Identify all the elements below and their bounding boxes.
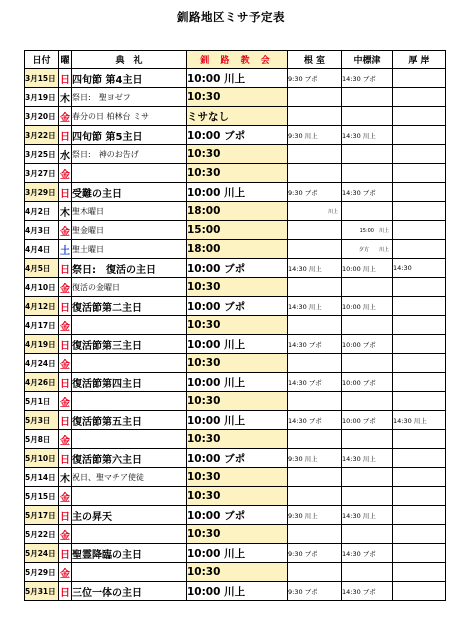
cell-akkeshi	[393, 525, 446, 544]
table-row	[25, 278, 446, 297]
cell-date: 4月24日	[25, 354, 59, 373]
cell-akkeshi: 14:30	[393, 259, 446, 278]
cell-liturgy: 四旬節 第5主日	[72, 126, 187, 145]
cell-liturgy: 受難の主日	[72, 183, 187, 202]
cell-kushiro: 10:00 ブポ	[187, 506, 288, 525]
cell-liturgy	[72, 164, 187, 183]
cell-kushiro: 10:30	[187, 392, 288, 411]
cell-liturgy	[72, 354, 187, 373]
cell-nemuro	[288, 107, 342, 126]
cell-day-of-week: 金	[59, 392, 72, 411]
cell-akkeshi	[393, 544, 446, 563]
cell-nemuro	[288, 316, 342, 335]
cell-liturgy: 春分の日 柏林台 ミサ	[72, 107, 187, 126]
cell-kushiro: 10:30	[187, 487, 288, 506]
cell-nemuro: 14:30 ブポ	[288, 335, 342, 354]
cell-liturgy: 聖土曜日	[72, 240, 187, 259]
cell-day-of-week: 金	[59, 563, 72, 582]
cell-liturgy: 四旬節 第4主日	[72, 69, 187, 88]
cell-nakashibetsu: 14:30 ブポ	[342, 69, 393, 88]
cell-date: 5月10日	[25, 449, 59, 468]
cell-akkeshi	[393, 278, 446, 297]
table-row	[25, 126, 446, 145]
cell-nemuro	[288, 525, 342, 544]
cell-nakashibetsu: 14:30 川上	[342, 506, 393, 525]
cell-akkeshi	[393, 221, 446, 240]
cell-akkeshi	[393, 430, 446, 449]
cell-date: 3月20日	[25, 107, 59, 126]
schedule-body	[25, 69, 446, 601]
cell-nemuro: 9:30 ブポ	[288, 69, 342, 88]
cell-kushiro: 10:30	[187, 88, 288, 107]
cell-nakashibetsu: 14:30 川上	[342, 449, 393, 468]
cell-nemuro	[288, 354, 342, 373]
cell-date: 5月29日	[25, 563, 59, 582]
table-row	[25, 164, 446, 183]
cell-date: 5月17日	[25, 506, 59, 525]
header-nakashibetsu: 中標津	[342, 51, 393, 69]
cell-nakashibetsu: 14:30 ブポ	[342, 582, 393, 601]
table-row	[25, 221, 446, 240]
cell-date: 3月27日	[25, 164, 59, 183]
cell-nemuro	[288, 88, 342, 107]
cell-nakashibetsu	[342, 392, 393, 411]
cell-date: 4月17日	[25, 316, 59, 335]
header-date: 日付	[25, 51, 59, 69]
mass-schedule-table	[24, 50, 446, 601]
cell-nakashibetsu: 10:00 ブポ	[342, 335, 393, 354]
cell-day-of-week: 日	[59, 544, 72, 563]
cell-nakashibetsu	[342, 278, 393, 297]
table-row	[25, 335, 446, 354]
cell-akkeshi: 14:30 川上	[393, 411, 446, 430]
cell-nemuro: 14:30 ブポ	[288, 411, 342, 430]
cell-date: 4月12日	[25, 297, 59, 316]
cell-kushiro: 10:30	[187, 316, 288, 335]
cell-akkeshi	[393, 88, 446, 107]
cell-day-of-week: 金	[59, 430, 72, 449]
cell-akkeshi	[393, 164, 446, 183]
cell-date: 4月5日	[25, 259, 59, 278]
header-row	[25, 51, 446, 69]
cell-day-of-week: 日	[59, 335, 72, 354]
cell-kushiro: 10:30	[187, 563, 288, 582]
cell-akkeshi	[393, 392, 446, 411]
cell-date: 4月26日	[25, 373, 59, 392]
cell-liturgy: 聖金曜日	[72, 221, 187, 240]
cell-akkeshi	[393, 107, 446, 126]
cell-kushiro: 10:30	[187, 354, 288, 373]
cell-akkeshi	[393, 582, 446, 601]
cell-date: 5月15日	[25, 487, 59, 506]
cell-nemuro: 9:30 川上	[288, 126, 342, 145]
cell-nakashibetsu	[342, 107, 393, 126]
cell-nemuro	[288, 430, 342, 449]
cell-liturgy: 復活節第二主日	[72, 297, 187, 316]
table-row	[25, 297, 446, 316]
cell-liturgy: 三位一体の主日	[72, 582, 187, 601]
cell-liturgy	[72, 392, 187, 411]
cell-day-of-week: 土	[59, 240, 72, 259]
cell-day-of-week: 日	[59, 183, 72, 202]
table-row	[25, 506, 446, 525]
cell-kushiro: 10:00 ブポ	[187, 126, 288, 145]
cell-kushiro: 10:00 川上	[187, 373, 288, 392]
cell-kushiro: 10:00 川上	[187, 544, 288, 563]
cell-day-of-week: 日	[59, 449, 72, 468]
cell-nakashibetsu	[342, 354, 393, 373]
cell-kushiro: 15:00	[187, 221, 288, 240]
cell-day-of-week: 日	[59, 69, 72, 88]
cell-nakashibetsu	[342, 430, 393, 449]
cell-liturgy: 主の昇天	[72, 506, 187, 525]
table-row	[25, 544, 446, 563]
cell-akkeshi	[393, 202, 446, 221]
cell-liturgy: 聖霊降臨の主日	[72, 544, 187, 563]
table-row	[25, 69, 446, 88]
cell-nemuro: 14:30 川上	[288, 259, 342, 278]
page-title: 釧路地区ミサ予定表	[177, 10, 285, 24]
cell-nemuro: 9:30 ブポ	[288, 183, 342, 202]
cell-kushiro: 10:30	[187, 430, 288, 449]
cell-day-of-week: 日	[59, 582, 72, 601]
cell-nakashibetsu: 夕方 川上	[342, 240, 393, 259]
table-row	[25, 202, 446, 221]
cell-date: 5月8日	[25, 430, 59, 449]
cell-nakashibetsu: 10:00 ブポ	[342, 411, 393, 430]
cell-akkeshi	[393, 316, 446, 335]
table-row	[25, 468, 446, 487]
cell-kushiro: 10:00 ブポ	[187, 449, 288, 468]
cell-akkeshi	[393, 449, 446, 468]
table-row	[25, 240, 446, 259]
table-row	[25, 316, 446, 335]
cell-date: 5月24日	[25, 544, 59, 563]
cell-nemuro: 9:30 川上	[288, 506, 342, 525]
cell-nakashibetsu	[342, 88, 393, 107]
table-row	[25, 411, 446, 430]
cell-kushiro: 10:00 ブポ	[187, 297, 288, 316]
cell-nakashibetsu: 14:30 ブポ	[342, 544, 393, 563]
cell-nakashibetsu	[342, 563, 393, 582]
cell-nakashibetsu	[342, 487, 393, 506]
cell-day-of-week: 金	[59, 107, 72, 126]
cell-date: 5月31日	[25, 582, 59, 601]
cell-liturgy	[72, 525, 187, 544]
header-kushiro-church: 釧 路 教 会	[187, 51, 288, 69]
table-row	[25, 487, 446, 506]
cell-liturgy	[72, 316, 187, 335]
cell-liturgy: 復活節第四主日	[72, 373, 187, 392]
cell-date: 5月22日	[25, 525, 59, 544]
cell-day-of-week: 木	[59, 468, 72, 487]
cell-day-of-week: 日	[59, 297, 72, 316]
table-row	[25, 354, 446, 373]
cell-nakashibetsu	[342, 525, 393, 544]
cell-nemuro	[288, 278, 342, 297]
cell-akkeshi	[393, 145, 446, 164]
cell-nakashibetsu	[342, 164, 393, 183]
cell-kushiro: 10:30	[187, 164, 288, 183]
cell-date: 4月2日	[25, 202, 59, 221]
table-row	[25, 449, 446, 468]
cell-liturgy	[72, 563, 187, 582]
cell-liturgy	[72, 430, 187, 449]
cell-day-of-week: 木	[59, 202, 72, 221]
cell-nemuro	[288, 221, 342, 240]
table-row	[25, 107, 446, 126]
cell-nemuro	[288, 392, 342, 411]
cell-nemuro	[288, 145, 342, 164]
cell-date: 3月15日	[25, 69, 59, 88]
header-nemuro: 根 室	[288, 51, 342, 69]
cell-date: 4月4日	[25, 240, 59, 259]
cell-kushiro: 10:00 川上	[187, 335, 288, 354]
cell-nakashibetsu: 15:00 川上	[342, 221, 393, 240]
cell-nemuro: 川上	[288, 202, 342, 221]
cell-kushiro: 10:30	[187, 145, 288, 164]
cell-nakashibetsu	[342, 468, 393, 487]
cell-day-of-week: 日	[59, 373, 72, 392]
cell-day-of-week: 金	[59, 278, 72, 297]
cell-nemuro	[288, 563, 342, 582]
cell-day-of-week: 日	[59, 411, 72, 430]
cell-nakashibetsu	[342, 145, 393, 164]
cell-liturgy: 祝日、聖マチア使徒	[72, 468, 187, 487]
table-row	[25, 373, 446, 392]
cell-day-of-week: 水	[59, 145, 72, 164]
cell-akkeshi	[393, 373, 446, 392]
cell-date: 3月29日	[25, 183, 59, 202]
table-row	[25, 563, 446, 582]
cell-akkeshi	[393, 126, 446, 145]
cell-day-of-week: 日	[59, 259, 72, 278]
table-row	[25, 145, 446, 164]
cell-akkeshi	[393, 297, 446, 316]
cell-kushiro: 10:30	[187, 278, 288, 297]
cell-kushiro: ミサなし	[187, 107, 288, 126]
cell-nemuro	[288, 240, 342, 259]
cell-kushiro: 18:00	[187, 240, 288, 259]
cell-date: 3月25日	[25, 145, 59, 164]
cell-day-of-week: 日	[59, 506, 72, 525]
table-row	[25, 582, 446, 601]
cell-date: 5月3日	[25, 411, 59, 430]
cell-nakashibetsu: 10:00 ブポ	[342, 373, 393, 392]
cell-liturgy: 祭日: 聖ヨゼフ	[72, 88, 187, 107]
header-day-of-week: 曜	[59, 51, 72, 69]
cell-day-of-week: 金	[59, 354, 72, 373]
cell-akkeshi	[393, 69, 446, 88]
cell-date: 4月10日	[25, 278, 59, 297]
table-row	[25, 430, 446, 449]
cell-nemuro	[288, 164, 342, 183]
cell-kushiro: 10:00 川上	[187, 411, 288, 430]
cell-date: 5月14日	[25, 468, 59, 487]
cell-liturgy: 祭日: 神のお告げ	[72, 145, 187, 164]
cell-akkeshi	[393, 240, 446, 259]
cell-liturgy: 復活節第六主日	[72, 449, 187, 468]
cell-nakashibetsu	[342, 316, 393, 335]
cell-kushiro: 18:00	[187, 202, 288, 221]
cell-akkeshi	[393, 468, 446, 487]
cell-akkeshi	[393, 563, 446, 582]
cell-akkeshi	[393, 183, 446, 202]
table-row	[25, 183, 446, 202]
table-row	[25, 88, 446, 107]
cell-date: 4月19日	[25, 335, 59, 354]
cell-kushiro: 10:30	[187, 525, 288, 544]
header-liturgy: 典 礼	[72, 51, 187, 69]
cell-date: 3月22日	[25, 126, 59, 145]
cell-akkeshi	[393, 335, 446, 354]
cell-akkeshi	[393, 354, 446, 373]
cell-day-of-week: 金	[59, 487, 72, 506]
cell-nemuro	[288, 487, 342, 506]
cell-kushiro: 10:00 川上	[187, 183, 288, 202]
cell-kushiro: 10:00 ブポ	[187, 259, 288, 278]
cell-kushiro: 10:00 川上	[187, 69, 288, 88]
cell-liturgy: 復活節第五主日	[72, 411, 187, 430]
cell-date: 4月3日	[25, 221, 59, 240]
cell-akkeshi	[393, 487, 446, 506]
cell-nakashibetsu: 10:00 川上	[342, 297, 393, 316]
cell-nakashibetsu: 10:00 川上	[342, 259, 393, 278]
cell-day-of-week: 金	[59, 221, 72, 240]
cell-day-of-week: 日	[59, 126, 72, 145]
cell-day-of-week: 金	[59, 316, 72, 335]
cell-nakashibetsu: 14:30 川上	[342, 126, 393, 145]
cell-nemuro: 14:30 ブポ	[288, 373, 342, 392]
table-row	[25, 525, 446, 544]
cell-kushiro: 10:00 川上	[187, 582, 288, 601]
cell-date: 3月19日	[25, 88, 59, 107]
cell-liturgy: 復活の金曜日	[72, 278, 187, 297]
cell-day-of-week: 金	[59, 525, 72, 544]
cell-nemuro: 9:30 ブポ	[288, 544, 342, 563]
cell-nakashibetsu: 14:30 ブポ	[342, 183, 393, 202]
table-row	[25, 259, 446, 278]
cell-liturgy	[72, 487, 187, 506]
cell-day-of-week: 木	[59, 88, 72, 107]
table-row	[25, 392, 446, 411]
cell-liturgy: 復活節第三主日	[72, 335, 187, 354]
cell-akkeshi	[393, 506, 446, 525]
cell-nemuro: 9:30 川上	[288, 449, 342, 468]
cell-liturgy: 聖木曜日	[72, 202, 187, 221]
cell-date: 5月1日	[25, 392, 59, 411]
cell-nemuro: 9:30 ブポ	[288, 582, 342, 601]
cell-liturgy: 祭日: 復活の主日	[72, 259, 187, 278]
header-akkeshi: 厚 岸	[393, 51, 446, 69]
cell-nakashibetsu	[342, 202, 393, 221]
cell-day-of-week: 金	[59, 164, 72, 183]
cell-nemuro: 14:30 川上	[288, 297, 342, 316]
cell-kushiro: 10:30	[187, 468, 288, 487]
cell-nemuro	[288, 468, 342, 487]
